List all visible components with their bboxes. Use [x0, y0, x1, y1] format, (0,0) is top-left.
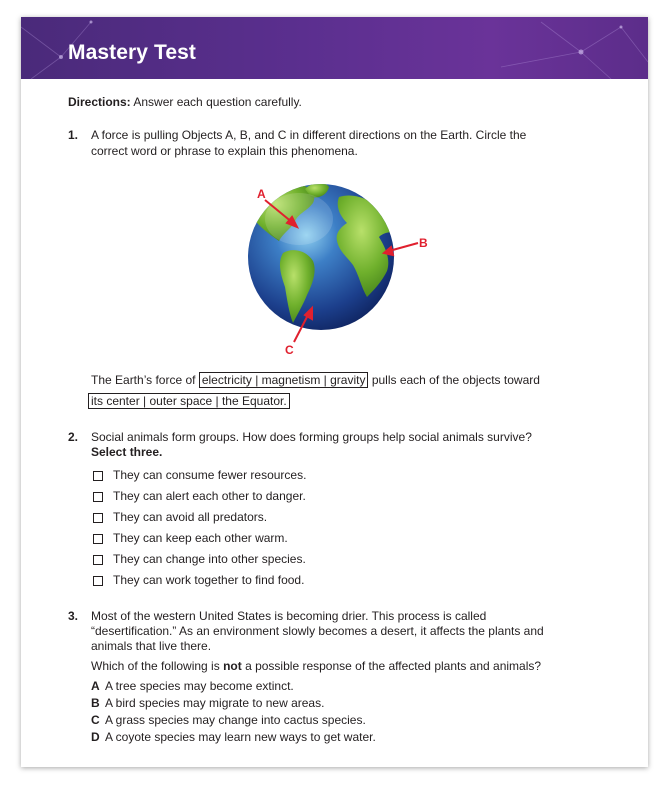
q3-number: 3.	[68, 609, 79, 623]
q2-option-1: They can consume fewer resources.	[113, 468, 307, 482]
q2-number: 2.	[68, 430, 79, 444]
label-a: A	[257, 187, 266, 201]
q2-option-4-checkbox[interactable]	[93, 534, 103, 544]
q2-option-1-checkbox[interactable]	[93, 471, 103, 481]
q3-option-b-letter: B	[91, 696, 100, 710]
q2-option-5-checkbox[interactable]	[93, 555, 103, 565]
q3-option-c[interactable]	[91, 713, 366, 728]
q2-option-6-checkbox[interactable]	[93, 576, 103, 586]
arrow-b	[389, 243, 418, 251]
q1-choice-box-2[interactable]: its center | outer space | the Equator.	[88, 393, 290, 409]
q2-option-2: They can alert each other to danger.	[113, 489, 306, 503]
label-c: C	[285, 343, 294, 357]
q3-option-d[interactable]	[91, 730, 376, 745]
worksheet-page	[21, 17, 648, 767]
q2-option-4: They can keep each other warm.	[113, 531, 288, 545]
q3-option-b-text: A bird species may migrate to new areas.	[105, 696, 325, 710]
q2-option-6: They can work together to find food.	[113, 573, 305, 587]
q1-sentence-start: The Earth’s force of	[91, 373, 196, 387]
directions-text: Answer each question carefully.	[133, 95, 302, 109]
earth-globe-figure	[221, 167, 431, 357]
q1-sentence-line1	[91, 372, 540, 388]
q3-text-line2: “desertification.” As an environment slowly becomes a desert, it affects the plants and	[91, 624, 544, 638]
q3-option-b[interactable]	[91, 696, 324, 711]
q2-text: Social animals form groups. How does forming groups help social animals survive?	[91, 430, 532, 444]
q3-text-line3: animals that live there.	[91, 639, 212, 653]
directions	[68, 95, 302, 110]
q1-sentence-mid: pulls each of the objects toward	[371, 373, 540, 387]
q1-choice-box-1[interactable]: electricity | magnetism | gravity	[199, 372, 369, 388]
q1-sentence-line2	[88, 393, 290, 409]
q2-option-3: They can avoid all predators.	[113, 510, 268, 524]
q3-question-bold: not	[223, 659, 242, 673]
q3-option-a-letter: A	[91, 679, 100, 693]
page-title: Mastery Test	[68, 41, 197, 64]
q3-option-a-text: A tree species may become extinct.	[105, 679, 294, 693]
q2-instruction: Select three.	[91, 445, 163, 459]
q3-option-d-text: A coyote species may learn new ways to get water.	[105, 730, 376, 744]
q3-option-c-text: A grass species may change into cactus species.	[105, 713, 366, 727]
q3-option-c-letter: C	[91, 713, 100, 727]
q3-question-start: Which of the following is	[91, 659, 220, 673]
q1-number: 1.	[68, 128, 79, 142]
label-b: B	[419, 236, 428, 250]
q3-option-d-letter: D	[91, 730, 100, 744]
q1-text-line1: A force is pulling Objects A, B, and C in different directions on the Earth. Circle the	[91, 128, 527, 142]
q1-text-line2: correct word or phrase to explain this phenomena.	[91, 144, 358, 158]
q3-question-end: a possible response of the affected plants and animals?	[245, 659, 542, 673]
q2-option-2-checkbox[interactable]	[93, 492, 103, 502]
q3-option-a[interactable]	[91, 679, 294, 694]
header-banner	[21, 17, 648, 79]
q2-option-5: They can change into other species.	[113, 552, 306, 566]
q3-text-line1: Most of the western United States is becoming drier. This process is called	[91, 609, 487, 623]
q2-option-3-checkbox[interactable]	[93, 513, 103, 523]
q3-question	[91, 659, 541, 674]
directions-label: Directions:	[68, 95, 131, 109]
